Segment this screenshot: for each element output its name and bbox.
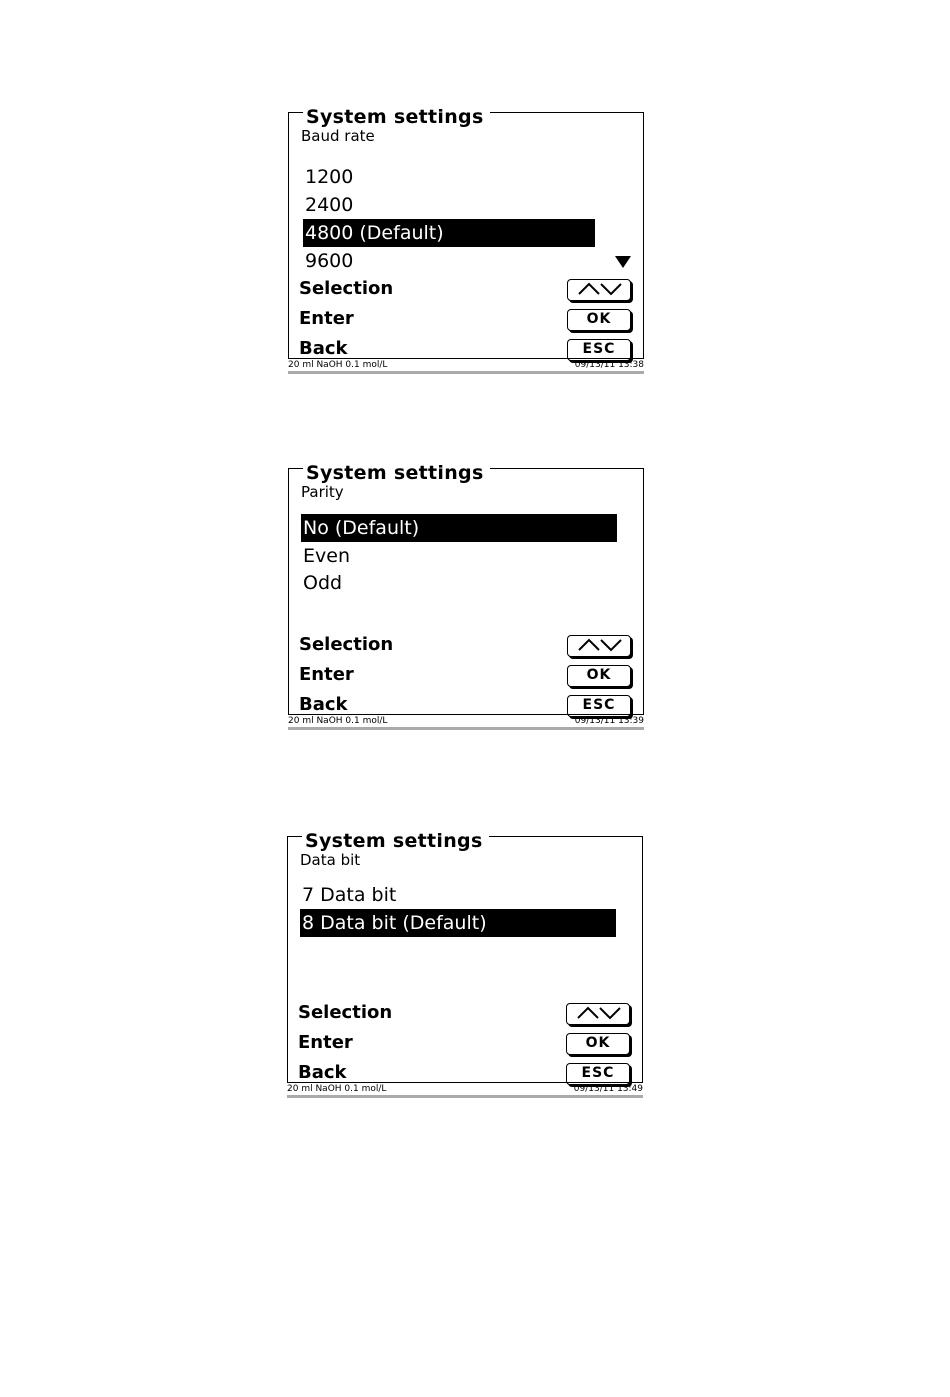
option-4800-selected[interactable]: 4800 (Default) [303, 219, 595, 247]
date-time: 09/13/11 13:38 [574, 360, 644, 370]
screen-title: System settings [302, 830, 489, 852]
ok-key[interactable]: OK [567, 309, 631, 331]
esc-key[interactable]: ESC [566, 1063, 630, 1085]
date-time: 09/13/11 13:39 [574, 716, 644, 726]
status-bar [288, 358, 644, 374]
back-label: Back [298, 1062, 347, 1083]
screen-title: System settings [303, 106, 490, 128]
enter-label: Enter [299, 664, 354, 685]
option-even[interactable]: Even [303, 545, 350, 567]
selection-label: Selection [299, 634, 394, 655]
option-no-selected[interactable]: No (Default) [301, 514, 617, 542]
screen-subtitle: Parity [301, 483, 344, 501]
back-label: Back [299, 694, 348, 715]
option-2400[interactable]: 2400 [305, 194, 354, 216]
up-down-arrows-icon [573, 282, 625, 296]
up-down-arrows-key[interactable] [566, 1003, 630, 1025]
option-8-data-bit-selected[interactable]: 8 Data bit (Default) [300, 909, 616, 937]
option-1200[interactable]: 1200 [305, 166, 354, 188]
screen-title: System settings [303, 462, 490, 484]
up-down-arrows-key[interactable] [567, 635, 631, 657]
up-down-arrows-key[interactable] [567, 279, 631, 301]
option-9600[interactable]: 9600 [305, 250, 354, 272]
date-time: 09/13/11 13:49 [573, 1084, 643, 1094]
esc-key[interactable]: ESC [567, 695, 631, 717]
screen-subtitle: Baud rate [301, 127, 375, 145]
method-name: 20 ml NaOH 0.1 mol/L [287, 1084, 387, 1094]
up-down-arrows-icon [572, 1006, 624, 1020]
method-name: 20 ml NaOH 0.1 mol/L [288, 360, 388, 370]
screen-frame [287, 830, 643, 1083]
esc-key[interactable]: ESC [567, 339, 631, 361]
screen-frame [288, 462, 644, 715]
screen-frame [288, 106, 644, 359]
scroll-down-icon [615, 256, 631, 268]
selection-label: Selection [299, 278, 394, 299]
ok-key[interactable]: OK [566, 1033, 630, 1055]
data-bit-screen [283, 830, 647, 1100]
selection-label: Selection [298, 1002, 393, 1023]
option-odd[interactable]: Odd [303, 572, 343, 594]
enter-label: Enter [299, 308, 354, 329]
baud-rate-screen [284, 106, 648, 376]
status-bar [288, 714, 644, 730]
option-7-data-bit[interactable]: 7 Data bit [302, 884, 397, 906]
parity-screen [284, 462, 648, 732]
enter-label: Enter [298, 1032, 353, 1053]
screen-subtitle: Data bit [300, 851, 361, 869]
method-name: 20 ml NaOH 0.1 mol/L [288, 716, 388, 726]
back-label: Back [299, 338, 348, 359]
ok-key[interactable]: OK [567, 665, 631, 687]
up-down-arrows-icon [573, 638, 625, 652]
status-bar [287, 1082, 643, 1098]
